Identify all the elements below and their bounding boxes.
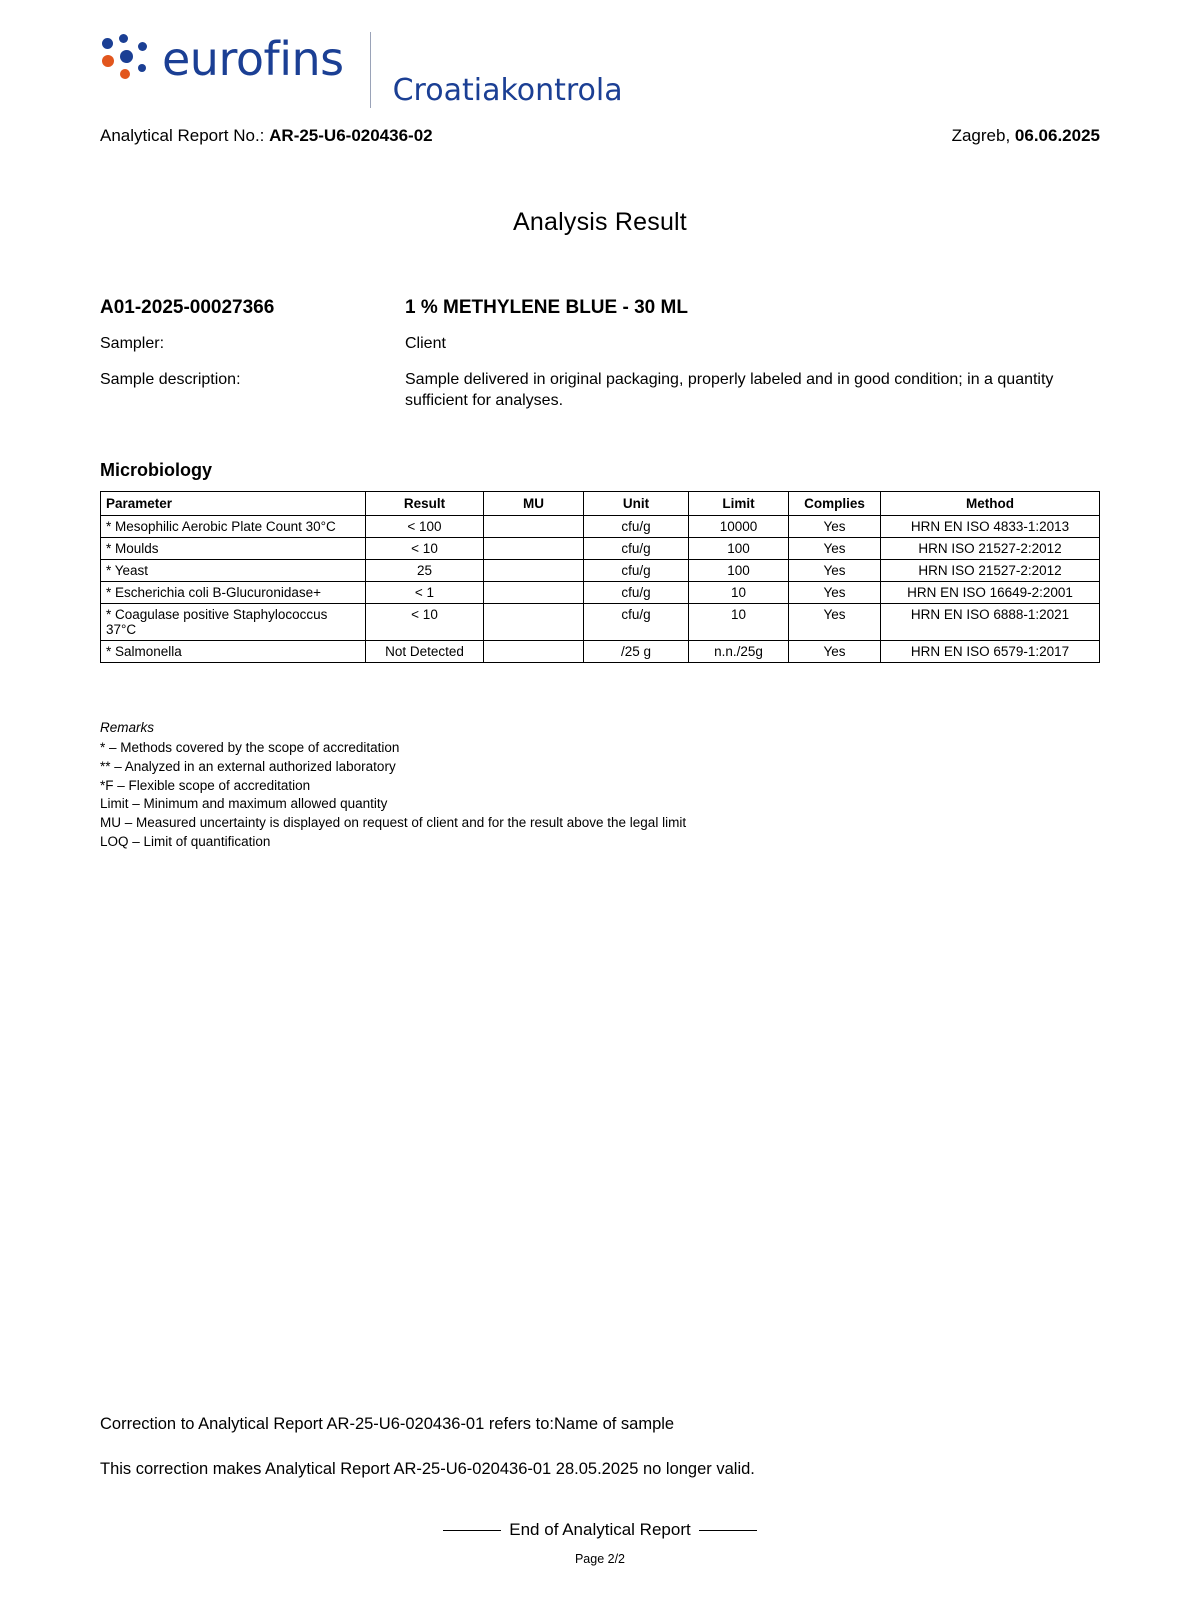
brand-name: eurofins [162, 32, 344, 86]
cell-parameter: * Yeast [101, 559, 366, 581]
cell-result: < 100 [366, 515, 484, 537]
correction-note: Correction to Analytical Report AR-25-U6-020436-01 refers to:Name of sample [100, 1415, 675, 1433]
cell-limit: n.n./25g [689, 640, 789, 662]
cell-method: HRN ISO 21527-2:2012 [881, 537, 1100, 559]
cell-complies: Yes [789, 581, 881, 603]
remark-line: LOQ – Limit of quantification [100, 833, 271, 849]
cell-complies: Yes [789, 640, 881, 662]
sample-description-label: Sample description: [100, 370, 241, 388]
section-heading-microbiology: Microbiology [100, 459, 212, 480]
table-header-row [101, 491, 1100, 515]
cell-complies: Yes [789, 559, 881, 581]
column-header-complies: Complies [789, 491, 881, 515]
sampler-row [100, 333, 1100, 355]
report-number-value: AR-25-U6-020436-02 [269, 126, 433, 145]
cell-unit: cfu/g [584, 515, 689, 537]
remarks-title: Remarks [100, 719, 155, 735]
cell-result: Not Detected [366, 640, 484, 662]
report-number-block [100, 126, 433, 146]
sample-code: A01-2025-00027366 [100, 297, 275, 318]
end-dash-left-icon [443, 1530, 501, 1531]
column-header-limit: Limit [689, 491, 789, 515]
invalidation-note: This correction makes Analytical Report AR-25-U6-020436-01 28.05.2025 no longer valid. [100, 1460, 755, 1478]
sampler-value: Client [405, 335, 446, 352]
cell-mu [484, 515, 584, 537]
column-header-result: Result [366, 491, 484, 515]
cell-mu [484, 559, 584, 581]
cell-parameter: * Salmonella [101, 640, 366, 662]
remark-line: * – Methods covered by the scope of accreditation [100, 740, 400, 756]
cell-limit: 10000 [689, 515, 789, 537]
eurofins-dots-logo-icon [100, 34, 158, 86]
column-header-mu: MU [484, 491, 584, 515]
cell-unit: cfu/g [584, 559, 689, 581]
cell-unit: cfu/g [584, 603, 689, 640]
report-meta-row [100, 126, 1100, 146]
end-of-report-text: End of Analytical Report [509, 1520, 691, 1539]
report-date-block [952, 126, 1100, 146]
end-dash-right-icon [699, 1530, 757, 1531]
end-of-report-line [0, 1520, 1200, 1540]
cell-method: HRN EN ISO 6888-1:2021 [881, 603, 1100, 640]
cell-complies: Yes [789, 603, 881, 640]
page-number: Page 2/2 [574, 1552, 626, 1566]
results-table [100, 491, 1100, 663]
sample-description-row [100, 369, 1100, 412]
footer-notes [100, 1415, 1100, 1505]
table-row [101, 640, 1100, 662]
remark-line: ** – Analyzed in an external authorized laboratory [100, 759, 396, 775]
report-date-value: 06.06.2025 [1014, 126, 1100, 145]
table-row [101, 559, 1100, 581]
page-title: Analysis Result [513, 208, 687, 236]
cell-parameter: * Escherichia coli B-Glucuronidase+ [101, 581, 366, 603]
cell-limit: 10 [689, 581, 789, 603]
cell-parameter: * Mesophilic Aerobic Plate Count 30°C [101, 515, 366, 537]
cell-method: HRN ISO 21527-2:2012 [881, 559, 1100, 581]
cell-result: < 1 [366, 581, 484, 603]
sample-name: 1 % METHYLENE BLUE - 30 ML [405, 297, 688, 318]
cell-mu [484, 640, 584, 662]
cell-method: HRN EN ISO 6579-1:2017 [881, 640, 1100, 662]
cell-method: HRN EN ISO 16649-2:2001 [881, 581, 1100, 603]
brand-header [100, 0, 1100, 112]
cell-parameter: * Coagulase positive Staphylococcus 37°C [101, 603, 366, 640]
cell-parameter: * Moulds [101, 537, 366, 559]
sample-description-value: Sample delivered in original packaging, properly labeled and in good condition; in a quantity sufficient for analyses. [405, 370, 1054, 410]
cell-limit: 10 [689, 603, 789, 640]
cell-complies: Yes [789, 515, 881, 537]
sample-header-row [100, 297, 1100, 319]
column-header-method: Method [881, 491, 1100, 515]
cell-complies: Yes [789, 537, 881, 559]
cell-unit: cfu/g [584, 581, 689, 603]
table-row [101, 603, 1100, 640]
remark-line: Limit – Minimum and maximum allowed quantity [100, 796, 388, 812]
logo-divider [370, 32, 371, 108]
cell-mu [484, 581, 584, 603]
table-row [101, 581, 1100, 603]
remarks-block [100, 719, 1100, 851]
table-row [101, 515, 1100, 537]
brand-division-name: Croatiakontrola [392, 73, 623, 108]
remark-line: *F – Flexible scope of accreditation [100, 777, 311, 793]
cell-limit: 100 [689, 537, 789, 559]
cell-result: < 10 [366, 537, 484, 559]
cell-unit: cfu/g [584, 537, 689, 559]
report-place-label: Zagreb, [951, 126, 1015, 145]
column-header-parameter: Parameter [101, 491, 366, 515]
cell-result: 25 [366, 559, 484, 581]
cell-mu [484, 603, 584, 640]
cell-unit: /25 g [584, 640, 689, 662]
cell-mu [484, 537, 584, 559]
cell-result: < 10 [366, 603, 484, 640]
cell-limit: 100 [689, 559, 789, 581]
sampler-label: Sampler: [100, 335, 165, 352]
report-number-label: Analytical Report No.: [100, 126, 270, 145]
column-header-unit: Unit [584, 491, 689, 515]
cell-method: HRN EN ISO 4833-1:2013 [881, 515, 1100, 537]
table-row [101, 537, 1100, 559]
remark-line: MU – Measured uncertainty is displayed on request of client and for the result above the legal limit [100, 814, 687, 830]
